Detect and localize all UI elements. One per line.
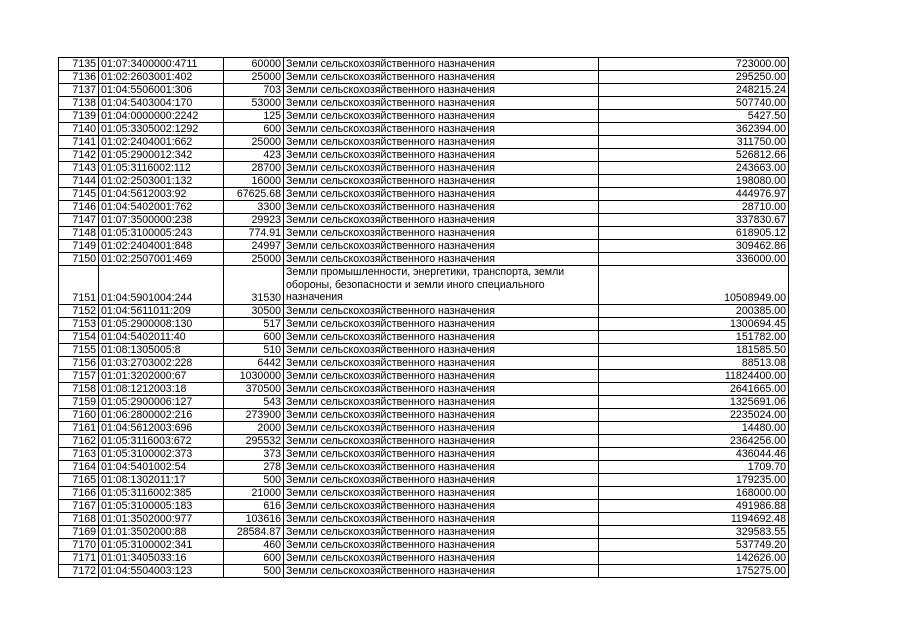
row-number-cell: 7148 [59,227,99,240]
row-number-cell: 7144 [59,175,99,188]
cadastral-value-cell: 537749.20 [599,538,789,551]
cadastral-value-cell: 198080.00 [599,175,789,188]
land-category-cell: Земли сельскохозяйственного назначения [284,253,599,266]
row-number-cell: 7172 [59,564,99,577]
cadastral-value-cell: 309462.86 [599,240,789,253]
land-category-cell: Земли сельскохозяйственного назначения [284,71,599,84]
table-row [59,512,789,525]
cadastral-value-cell: 142626.00 [599,551,789,564]
row-number-cell: 7138 [59,97,99,110]
row-number-cell: 7137 [59,84,99,97]
table-row [59,188,789,201]
cadastral-value-cell: 329583.55 [599,525,789,538]
area-cell: 543 [224,395,284,408]
land-category-cell: Земли промышленности, энергетики, транспорта, земли обороны, безопасности и земли иного специального назначения [284,266,599,305]
row-number-cell: 7150 [59,253,99,266]
cadastral-value-cell: 11824400.00 [599,369,789,382]
cadastral-number-cell: 01:05:3100005:183 [99,499,224,512]
land-category-cell: Земли сельскохозяйственного назначения [284,214,599,227]
land-category-cell: Земли сельскохозяйственного назначения [284,551,599,564]
cadastral-number-cell: 01:05:2900012:342 [99,149,224,162]
row-number-cell: 7149 [59,240,99,253]
row-number-cell: 7145 [59,188,99,201]
land-category-cell: Земли сельскохозяйственного назначения [284,538,599,551]
row-number-cell: 7170 [59,538,99,551]
area-cell: 3300 [224,201,284,214]
row-number-cell: 7142 [59,149,99,162]
table-row [59,473,789,486]
cadastral-value-cell: 168000.00 [599,486,789,499]
table-row [59,434,789,447]
area-cell: 600 [224,551,284,564]
land-plots-table [58,57,789,578]
row-number-cell: 7152 [59,304,99,317]
land-category-cell: Земли сельскохозяйственного назначения [284,110,599,123]
row-number-cell: 7171 [59,551,99,564]
row-number-cell: 7163 [59,447,99,460]
row-number-cell: 7147 [59,214,99,227]
area-cell: 616 [224,499,284,512]
cadastral-number-cell: 01:04:5612003:696 [99,421,224,434]
row-number-cell: 7166 [59,486,99,499]
cadastral-number-cell: 01:01:3202000:67 [99,369,224,382]
table-row [59,330,789,343]
table-row [59,110,789,123]
cadastral-number-cell: 01:02:2603001:402 [99,71,224,84]
land-category-cell: Земли сельскохозяйственного назначения [284,473,599,486]
land-category-cell: Земли сельскохозяйственного назначения [284,58,599,71]
land-category-cell: Земли сельскохозяйственного назначения [284,525,599,538]
cadastral-value-cell: 337830.67 [599,214,789,227]
cadastral-value-cell: 311750.00 [599,136,789,149]
area-cell: 774.91 [224,227,284,240]
cadastral-value-cell: 618905.12 [599,227,789,240]
table-row [59,564,789,577]
land-category-cell: Земли сельскохозяйственного назначения [284,84,599,97]
land-category-cell: Земли сельскохозяйственного назначения [284,564,599,577]
row-number-cell: 7167 [59,499,99,512]
row-number-cell: 7151 [59,266,99,305]
row-number-cell: 7159 [59,395,99,408]
table-row [59,240,789,253]
cadastral-value-cell: 5427.50 [599,110,789,123]
cadastral-number-cell: 01:04:5901004:244 [99,266,224,305]
area-cell: 28700 [224,162,284,175]
area-cell: 28584.87 [224,525,284,538]
cadastral-value-cell: 1325691.06 [599,395,789,408]
cadastral-value-cell: 723000.00 [599,58,789,71]
table-row [59,266,789,305]
row-number-cell: 7140 [59,123,99,136]
table-row [59,525,789,538]
table-row [59,304,789,317]
cadastral-value-cell: 491986.88 [599,499,789,512]
cadastral-value-cell: 436044.46 [599,447,789,460]
row-number-cell: 7165 [59,473,99,486]
cadastral-number-cell: 01:05:2900008:130 [99,317,224,330]
cadastral-number-cell: 01:05:2900006:127 [99,395,224,408]
land-category-cell: Земли сельскохозяйственного назначения [284,97,599,110]
table-row [59,382,789,395]
area-cell: 278 [224,460,284,473]
table-row [59,71,789,84]
area-cell: 295532 [224,434,284,447]
land-category-cell: Земли сельскохозяйственного назначения [284,188,599,201]
cadastral-number-cell: 01:04:5612003:92 [99,188,224,201]
cadastral-value-cell: 243663.00 [599,162,789,175]
table-row [59,369,789,382]
cadastral-value-cell: 444976.97 [599,188,789,201]
area-cell: 510 [224,343,284,356]
area-cell: 703 [224,84,284,97]
land-category-cell: Земли сельскохозяйственного назначения [284,240,599,253]
land-category-cell: Земли сельскохозяйственного назначения [284,304,599,317]
cadastral-number-cell: 01:04:5401002:54 [99,460,224,473]
area-cell: 600 [224,123,284,136]
table-row [59,551,789,564]
area-cell: 60000 [224,58,284,71]
cadastral-value-cell: 1300694.45 [599,317,789,330]
cadastral-number-cell: 01:05:3116002:385 [99,486,224,499]
area-cell: 6442 [224,356,284,369]
table-row [59,97,789,110]
land-category-cell: Земли сельскохозяйственного назначения [284,382,599,395]
row-number-cell: 7143 [59,162,99,175]
area-cell: 460 [224,538,284,551]
area-cell: 370500 [224,382,284,395]
cadastral-value-cell: 88513.08 [599,356,789,369]
cadastral-number-cell: 01:05:3100002:373 [99,447,224,460]
cadastral-number-cell: 01:01:3405033:16 [99,551,224,564]
cadastral-number-cell: 01:04:5402011:40 [99,330,224,343]
cadastral-number-cell: 01:05:3305002:1292 [99,123,224,136]
cadastral-number-cell: 01:02:2503001:132 [99,175,224,188]
area-cell: 103616 [224,512,284,525]
cadastral-number-cell: 01:04:5506001:306 [99,84,224,97]
table-row [59,538,789,551]
cadastral-number-cell: 01:05:3100005:243 [99,227,224,240]
land-category-cell: Земли сельскохозяйственного назначения [284,421,599,434]
table-row [59,227,789,240]
table-row [59,395,789,408]
cadastral-value-cell: 248215.24 [599,84,789,97]
land-category-cell: Земли сельскохозяйственного назначения [284,330,599,343]
cadastral-number-cell: 01:06:2800002:216 [99,408,224,421]
table-row [59,253,789,266]
area-cell: 31530 [224,266,284,305]
cadastral-value-cell: 151782.00 [599,330,789,343]
cadastral-number-cell: 01:01:3502000:977 [99,512,224,525]
cadastral-number-cell: 01:02:2507001:469 [99,253,224,266]
land-category-cell: Земли сельскохозяйственного назначения [284,123,599,136]
cadastral-number-cell: 01:08:1212003:18 [99,382,224,395]
row-number-cell: 7168 [59,512,99,525]
cadastral-value-cell: 2235024.00 [599,408,789,421]
land-category-cell: Земли сельскохозяйственного назначения [284,447,599,460]
row-number-cell: 7153 [59,317,99,330]
land-category-cell: Земли сельскохозяйственного назначения [284,227,599,240]
table-row [59,499,789,512]
cadastral-value-cell: 526812.66 [599,149,789,162]
area-cell: 24997 [224,240,284,253]
row-number-cell: 7162 [59,434,99,447]
cadastral-value-cell: 28710.00 [599,201,789,214]
land-category-cell: Земли сельскохозяйственного назначения [284,460,599,473]
area-cell: 517 [224,317,284,330]
table-row [59,317,789,330]
row-number-cell: 7146 [59,201,99,214]
cadastral-value-cell: 2641665.00 [599,382,789,395]
table-body [59,58,789,578]
table-row [59,136,789,149]
table-row [59,149,789,162]
area-cell: 423 [224,149,284,162]
land-category-cell: Земли сельскохозяйственного назначения [284,136,599,149]
table-row [59,58,789,71]
row-number-cell: 7161 [59,421,99,434]
row-number-cell: 7156 [59,356,99,369]
cadastral-value-cell: 2364256.00 [599,434,789,447]
cadastral-value-cell: 200385.00 [599,304,789,317]
land-category-cell: Земли сельскохозяйственного назначения [284,369,599,382]
cadastral-number-cell: 01:04:5402001:762 [99,201,224,214]
land-category-cell: Земли сельскохозяйственного назначения [284,408,599,421]
cadastral-number-cell: 01:08:1302011:17 [99,473,224,486]
cadastral-number-cell: 01:04:5504003:123 [99,564,224,577]
area-cell: 500 [224,564,284,577]
land-category-cell: Земли сельскохозяйственного назначения [284,317,599,330]
table-row [59,486,789,499]
area-cell: 30500 [224,304,284,317]
table-row [59,84,789,97]
area-cell: 16000 [224,175,284,188]
table-row [59,343,789,356]
cadastral-value-cell: 181585.50 [599,343,789,356]
area-cell: 25000 [224,71,284,84]
cadastral-number-cell: 01:03:2703002:228 [99,356,224,369]
cadastral-value-cell: 1709.70 [599,460,789,473]
area-cell: 67625.68 [224,188,284,201]
cadastral-number-cell: 01:02:2404001:662 [99,136,224,149]
row-number-cell: 7154 [59,330,99,343]
area-cell: 273900 [224,408,284,421]
table-row [59,162,789,175]
table-row [59,201,789,214]
table-row [59,214,789,227]
cadastral-number-cell: 01:07:3500000:238 [99,214,224,227]
area-cell: 1030000 [224,369,284,382]
land-category-cell: Земли сельскохозяйственного назначения [284,434,599,447]
area-cell: 373 [224,447,284,460]
row-number-cell: 7139 [59,110,99,123]
cadastral-number-cell: 01:05:3116003:672 [99,434,224,447]
table-row [59,175,789,188]
table-row [59,123,789,136]
cadastral-number-cell: 01:07:3400000:4711 [99,58,224,71]
land-category-cell: Земли сельскохозяйственного назначения [284,395,599,408]
cadastral-value-cell: 507740.00 [599,97,789,110]
cadastral-value-cell: 336000.00 [599,253,789,266]
cadastral-number-cell: 01:02:2404001:848 [99,240,224,253]
land-category-cell: Земли сельскохозяйственного назначения [284,162,599,175]
table-row [59,408,789,421]
table-row [59,460,789,473]
land-category-cell: Земли сельскохозяйственного назначения [284,499,599,512]
land-category-cell: Земли сельскохозяйственного назначения [284,343,599,356]
row-number-cell: 7155 [59,343,99,356]
area-cell: 500 [224,473,284,486]
cadastral-number-cell: 01:05:3116002:112 [99,162,224,175]
row-number-cell: 7158 [59,382,99,395]
row-number-cell: 7164 [59,460,99,473]
cadastral-value-cell: 175275.00 [599,564,789,577]
area-cell: 600 [224,330,284,343]
row-number-cell: 7135 [59,58,99,71]
row-number-cell: 7141 [59,136,99,149]
row-number-cell: 7169 [59,525,99,538]
cadastral-number-cell: 01:04:5403004:170 [99,97,224,110]
cadastral-number-cell: 01:08:1305005:8 [99,343,224,356]
cadastral-value-cell: 179235.00 [599,473,789,486]
area-cell: 29923 [224,214,284,227]
area-cell: 53000 [224,97,284,110]
land-category-cell: Земли сельскохозяйственного назначения [284,356,599,369]
cadastral-value-cell: 362394.00 [599,123,789,136]
land-category-cell: Земли сельскохозяйственного назначения [284,512,599,525]
land-category-cell: Земли сельскохозяйственного назначения [284,486,599,499]
area-cell: 21000 [224,486,284,499]
cadastral-value-cell: 14480.00 [599,421,789,434]
cadastral-value-cell: 10508949.00 [599,266,789,305]
cadastral-number-cell: 01:04:5611011:209 [99,304,224,317]
land-category-cell: Земли сельскохозяйственного назначения [284,175,599,188]
land-category-cell: Земли сельскохозяйственного назначения [284,149,599,162]
row-number-cell: 7160 [59,408,99,421]
table-row [59,421,789,434]
area-cell: 2000 [224,421,284,434]
cadastral-number-cell: 01:01:3502000:88 [99,525,224,538]
table-row [59,447,789,460]
cadastral-number-cell: 01:05:3100002:341 [99,538,224,551]
area-cell: 25000 [224,136,284,149]
area-cell: 25000 [224,253,284,266]
table-row [59,356,789,369]
row-number-cell: 7136 [59,71,99,84]
cadastral-value-cell: 295250.00 [599,71,789,84]
land-category-cell: Земли сельскохозяйственного назначения [284,201,599,214]
cadastral-number-cell: 01:04:0000000:2242 [99,110,224,123]
area-cell: 125 [224,110,284,123]
row-number-cell: 7157 [59,369,99,382]
cadastral-value-cell: 1194692.48 [599,512,789,525]
